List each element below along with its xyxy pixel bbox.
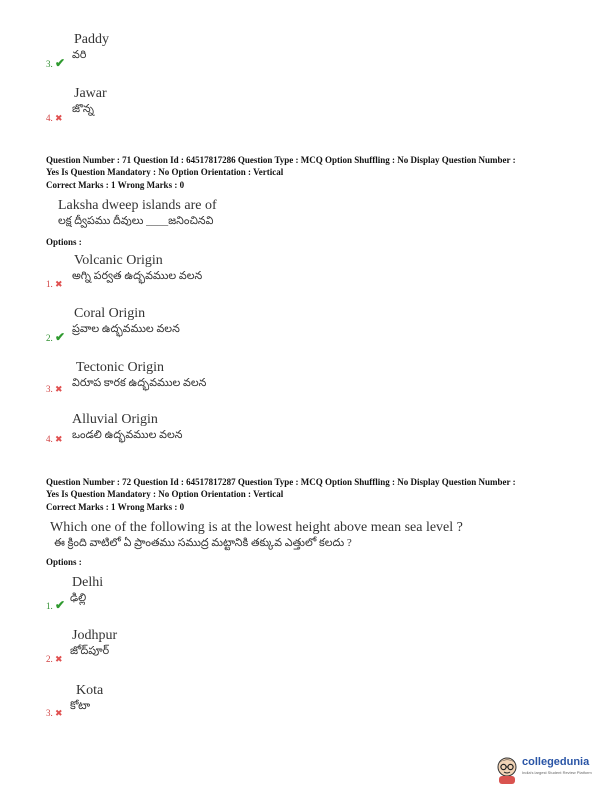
question-marks: Correct Marks : 1 Wrong Marks : 0 — [46, 180, 185, 190]
option-text-en: Coral Origin — [74, 306, 146, 321]
question-meta: Yes Is Question Mandatory : No Option Orientation : Vertical — [46, 167, 284, 177]
option-number: 3. ✖ — [46, 708, 63, 718]
question-meta: Yes Is Question Mandatory : No Option Orientation : Vertical — [46, 489, 284, 499]
cross-icon: ✖ — [55, 708, 63, 718]
option-number: 2. ✖ — [46, 654, 63, 664]
option-number: 1. ✖ — [46, 279, 63, 289]
logo-name: collegedunia — [522, 756, 590, 768]
option-number: 1. ✔ — [46, 598, 66, 612]
option-number: 2. ✔ — [46, 330, 66, 344]
option-text-te: ఢిల్లి — [70, 592, 87, 604]
option-number: 4. ✖ — [46, 113, 63, 123]
collegedunia-logo — [494, 752, 606, 788]
question-text-te: ఈ క్రింది వాటిలో ఏ ప్రాంతము సముద్ర మట్టానికి తక్కువ ఎత్తులో కలదు ? — [54, 537, 352, 549]
option-text-te: కోటా — [70, 700, 91, 712]
check-icon: ✔ — [55, 56, 66, 70]
cross-icon: ✖ — [55, 654, 63, 664]
option-text-te: జోద్‌పూర్ — [70, 645, 110, 657]
question-text-en: Which one of the following is at the lowest height above mean sea level ? — [50, 520, 463, 535]
mascot-icon — [494, 755, 520, 785]
option-text-en: Kota — [76, 683, 104, 698]
question-meta: Question Number : 71 Question Id : 64517817286 Question Type : MCQ Option Shuffling : No Display Question Number : — [46, 155, 516, 165]
option-text-te: విరూప కారక ఉద్భవముల వలన — [72, 377, 207, 389]
option-text-en: Jodhpur — [72, 628, 118, 643]
check-icon: ✔ — [55, 330, 66, 344]
cross-icon: ✖ — [55, 113, 63, 123]
option-text-te: ప్రవాల ఉద్భవముల వలన — [72, 323, 180, 335]
option-text-te: వరి — [72, 49, 87, 61]
question-text-te: లక్ష ద్వీపము దీవులు ____జనించినవి — [58, 215, 214, 227]
option-text-en: Volcanic Origin — [74, 253, 163, 268]
option-number: 3. ✔ — [46, 56, 66, 70]
question-meta: Question Number : 72 Question Id : 64517817287 Question Type : MCQ Option Shuffling : No Display Question Number : — [46, 477, 516, 487]
option-text-te: జొన్న — [72, 103, 94, 115]
cross-icon: ✖ — [55, 384, 63, 394]
option-text-en: Jawar — [74, 86, 107, 101]
option-text-te: అగ్ని పర్వత ఉద్భవముల వలన — [72, 270, 203, 282]
option-text-en: Paddy — [74, 32, 109, 47]
question-text-en: Laksha dweep islands are of — [58, 198, 217, 213]
question-marks: Correct Marks : 1 Wrong Marks : 0 — [46, 502, 185, 512]
option-text-en: Alluvial Origin — [72, 412, 158, 427]
option-number: 4. ✖ — [46, 434, 63, 444]
cross-icon: ✖ — [55, 434, 63, 444]
logo-tagline: India's largest Student Review Platform — [522, 770, 592, 775]
option-number: 3. ✖ — [46, 384, 63, 394]
check-icon: ✔ — [55, 598, 66, 612]
option-text-en: Delhi — [72, 575, 104, 590]
options-label: Options : — [46, 237, 82, 247]
option-text-te: ఒండలి ఉద్భవముల వలన — [72, 429, 183, 441]
option-text-en: Tectonic Origin — [76, 360, 165, 375]
options-label: Options : — [46, 557, 82, 567]
cross-icon: ✖ — [55, 279, 63, 289]
